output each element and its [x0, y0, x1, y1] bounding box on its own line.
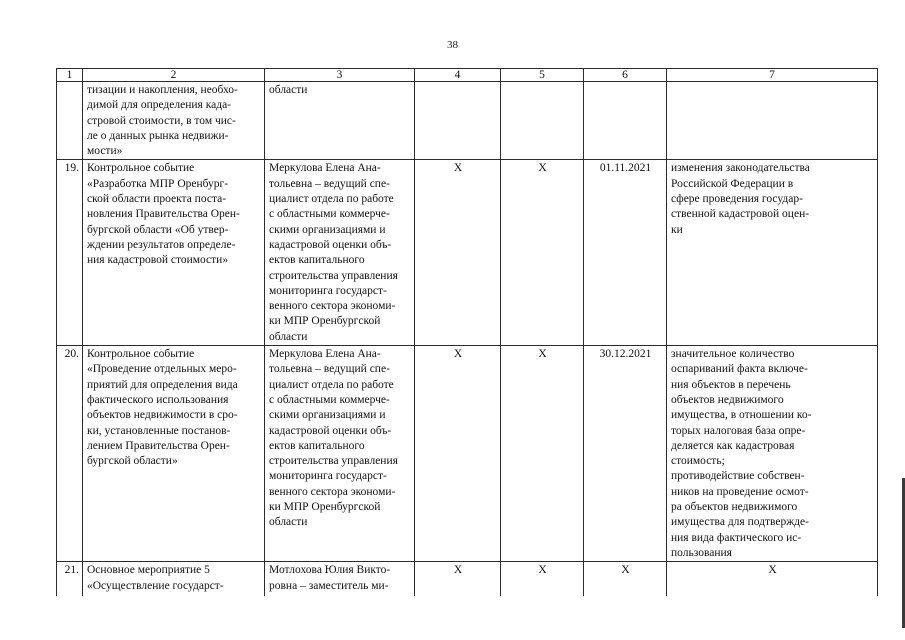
note-cell: значительное количество оспариваний факта включе- ния объектов в перечень объектов недвижимого имущества, в отношении ко- торых налоговая база опре- деляется как кадастровая стоимость; противодействие собствен- ников на проведение осмот- ра объектов недвижимого имущества для подтвержде- ния вида фактического ис- пользования [667, 346, 878, 562]
date-cell: 30.12.2021 [584, 346, 667, 562]
column-number: 6 [584, 69, 667, 82]
table-row [57, 82, 878, 160]
row-number [57, 82, 83, 160]
row-number: 20. [57, 346, 83, 562]
column-number: 2 [83, 69, 265, 82]
table-row [57, 346, 878, 562]
page-bottom-margin [0, 596, 905, 640]
col4-cell: Х [415, 346, 501, 562]
table-row [57, 160, 878, 346]
event-cell: Основное мероприятие 5 «Осуществление государст- [83, 562, 265, 610]
column-number: 3 [265, 69, 415, 82]
column-number: 7 [667, 69, 878, 82]
col5-cell: Х [501, 562, 584, 610]
col4-cell: Х [415, 160, 501, 346]
row-number: 21. [57, 562, 83, 610]
col5-cell [501, 82, 584, 160]
date-cell: Х [584, 562, 667, 610]
note-cell: изменения законодательства Российской Федерации в сфере проведения государ- ственной кадастровой оцен- ки [667, 160, 878, 346]
column-number: 5 [501, 69, 584, 82]
event-cell: Контрольное событие «Разработка МПР Оренбург- ской области проекта поста- новления Правительства Орен- бургской области «Об утвер- ждении результатов определе- ния кадастровой стоимости» [83, 160, 265, 346]
note-cell: Х [667, 562, 878, 610]
responsible-cell: Меркулова Елена Ана- тольевна – ведущий спе- циалист отдела по работе с областными коммерче- скими организациями и кадастровой оценки объ- ектов капитального строительства управления мониторинга государст- венного сектора экономи- ки МПР Оренбургской области [265, 346, 415, 562]
col5-cell: Х [501, 160, 584, 346]
row-number: 19. [57, 160, 83, 346]
col4-cell: Х [415, 562, 501, 610]
plan-table [56, 68, 878, 609]
col4-cell [415, 82, 501, 160]
column-number-row [57, 69, 878, 82]
column-number: 1 [57, 69, 83, 82]
date-cell [584, 82, 667, 160]
col5-cell: Х [501, 346, 584, 562]
event-cell: тизации и накопления, необхо- димой для определения када- стровой стоимости, в том чис- ле о данных рынка недвижи- мости» [83, 82, 265, 160]
note-cell [667, 82, 878, 160]
responsible-cell: Мотлохова Юлия Викто- ровна – заместитель ми- [265, 562, 415, 610]
responsible-cell: Меркулова Елена Ана- тольевна – ведущий спе- циалист отдела по работе с областными коммерче- скими организациями и кадастровой оценки объ- ектов капитального строительства управления мониторинга государст- венного сектора экономи- ки МПР Оренбургской области [265, 160, 415, 346]
column-number: 4 [415, 69, 501, 82]
event-cell: Контрольное событие «Проведение отдельных меро- приятий для определения вида фактического использования объектов недвижимости в сро- ки, установленные постанов- лением Правительства Орен- бургской области» [83, 346, 265, 562]
page-number: 38 [447, 39, 458, 51]
date-cell: 01.11.2021 [584, 160, 667, 346]
responsible-cell: области [265, 82, 415, 160]
